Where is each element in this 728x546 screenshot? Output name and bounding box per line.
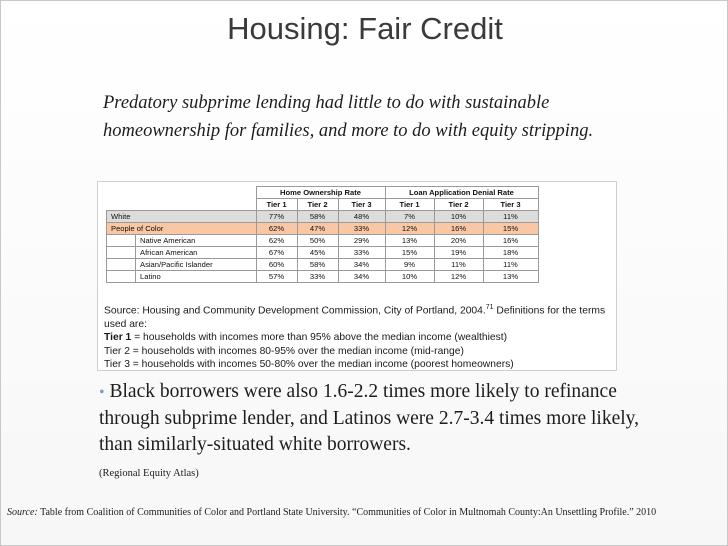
table-cell: 50% <box>297 235 338 247</box>
table-cell: 45% <box>297 247 338 259</box>
table-cell: 62% <box>256 223 297 235</box>
data-table <box>106 186 539 283</box>
table-cell: 57% <box>256 271 297 283</box>
footer-year: 2010 <box>636 507 657 518</box>
quote-text: Predatory subprime lending had little to do with sustainable homeownership for families, and more to do with equity stripping. <box>103 93 594 141</box>
bullet-icon: • <box>99 384 105 401</box>
tier-header: Tier 2 <box>297 199 338 211</box>
table-cell: 33% <box>297 271 338 283</box>
table-cell: 12% <box>385 223 434 235</box>
row-label: Latino <box>136 271 257 283</box>
table-cell: 62% <box>256 235 297 247</box>
table-cell: 60% <box>256 259 297 271</box>
table-row <box>107 211 539 223</box>
footer-source <box>7 507 723 518</box>
table-cell: 34% <box>338 259 385 271</box>
table-cell: 11% <box>483 259 538 271</box>
tier3-definition: Tier 3 = households with incomes 50-80% over the median income (poorest homeowners) <box>104 359 514 371</box>
tier-header: Tier 3 <box>483 199 538 211</box>
table-cell: 13% <box>483 271 538 283</box>
footnote-mark: 71 <box>485 304 494 311</box>
table-row <box>107 247 539 259</box>
table-cell: 16% <box>434 223 483 235</box>
table-cell: 9% <box>385 259 434 271</box>
table-row <box>107 259 539 271</box>
group-header-denial: Loan Application Denial Rate <box>385 187 538 199</box>
table-row <box>107 235 539 247</box>
table-cell: 16% <box>483 235 538 247</box>
table-row <box>107 223 539 235</box>
tier-header: Tier 1 <box>385 199 434 211</box>
table-cell: 13% <box>385 235 434 247</box>
tier2-definition: Tier 2 = households with incomes 80-95% over the median income (mid-range) <box>104 345 464 357</box>
bullet-citation: (Regional Equity Atlas) <box>99 468 199 479</box>
table-cell: 47% <box>297 223 338 235</box>
table-cell: 58% <box>297 259 338 271</box>
tier-header: Tier 2 <box>434 199 483 211</box>
row-label: Native American <box>136 235 257 247</box>
table-cell: 48% <box>338 211 385 223</box>
tier-header: Tier 3 <box>338 199 385 211</box>
table-cell: 29% <box>338 235 385 247</box>
tier-header: Tier 1 <box>256 199 297 211</box>
bullet-text: Black borrowers were also 1.6-2.2 times more likely to refinance through subprime lender, and Latinos were 2.7-3.4 times more likely, than similarly-situated white borrowers. <box>99 381 640 455</box>
table-cell: 19% <box>434 247 483 259</box>
table-cell: 10% <box>434 211 483 223</box>
row-label: White <box>107 211 257 223</box>
table-cell: 10% <box>385 271 434 283</box>
table-cell: 20% <box>434 235 483 247</box>
footer-source-label: Source: <box>7 507 38 518</box>
table-cell: 33% <box>338 223 385 235</box>
row-label: Asian/Pacific Islander <box>136 259 257 271</box>
table-cell: 34% <box>338 271 385 283</box>
row-label: People of Color <box>107 223 257 235</box>
source-line: Source: Housing and Community Development Commission, City of Portland, 2004.71 Definitions for the terms used are: <box>104 304 606 330</box>
table-cell: 7% <box>385 211 434 223</box>
table-cell: 67% <box>256 247 297 259</box>
slide-title: Housing: Fair Credit <box>227 11 503 46</box>
table-cell: 77% <box>256 211 297 223</box>
table-cell: 18% <box>483 247 538 259</box>
table-source-notes <box>104 301 610 372</box>
tier1-definition: Tier 1 = households with incomes more than 95% above the median income (wealthiest) <box>104 332 508 344</box>
bullet-point <box>99 379 659 487</box>
table-cell: 11% <box>434 259 483 271</box>
row-label: African American <box>136 247 257 259</box>
table-cell: 33% <box>338 247 385 259</box>
table-cell: 15% <box>483 223 538 235</box>
table-cell: 12% <box>434 271 483 283</box>
group-header-ownership: Home Ownership Rate <box>256 187 385 199</box>
footer-source-text: Table from Coalition of Communities of Color and Portland State University. “Communities of Color in Multnomah County:An Unsettling Profile.” <box>40 507 634 518</box>
table-row <box>107 271 539 283</box>
table-cell: 15% <box>385 247 434 259</box>
table-cell: 11% <box>483 211 538 223</box>
table-cell: 58% <box>297 211 338 223</box>
table-figure <box>97 181 617 371</box>
